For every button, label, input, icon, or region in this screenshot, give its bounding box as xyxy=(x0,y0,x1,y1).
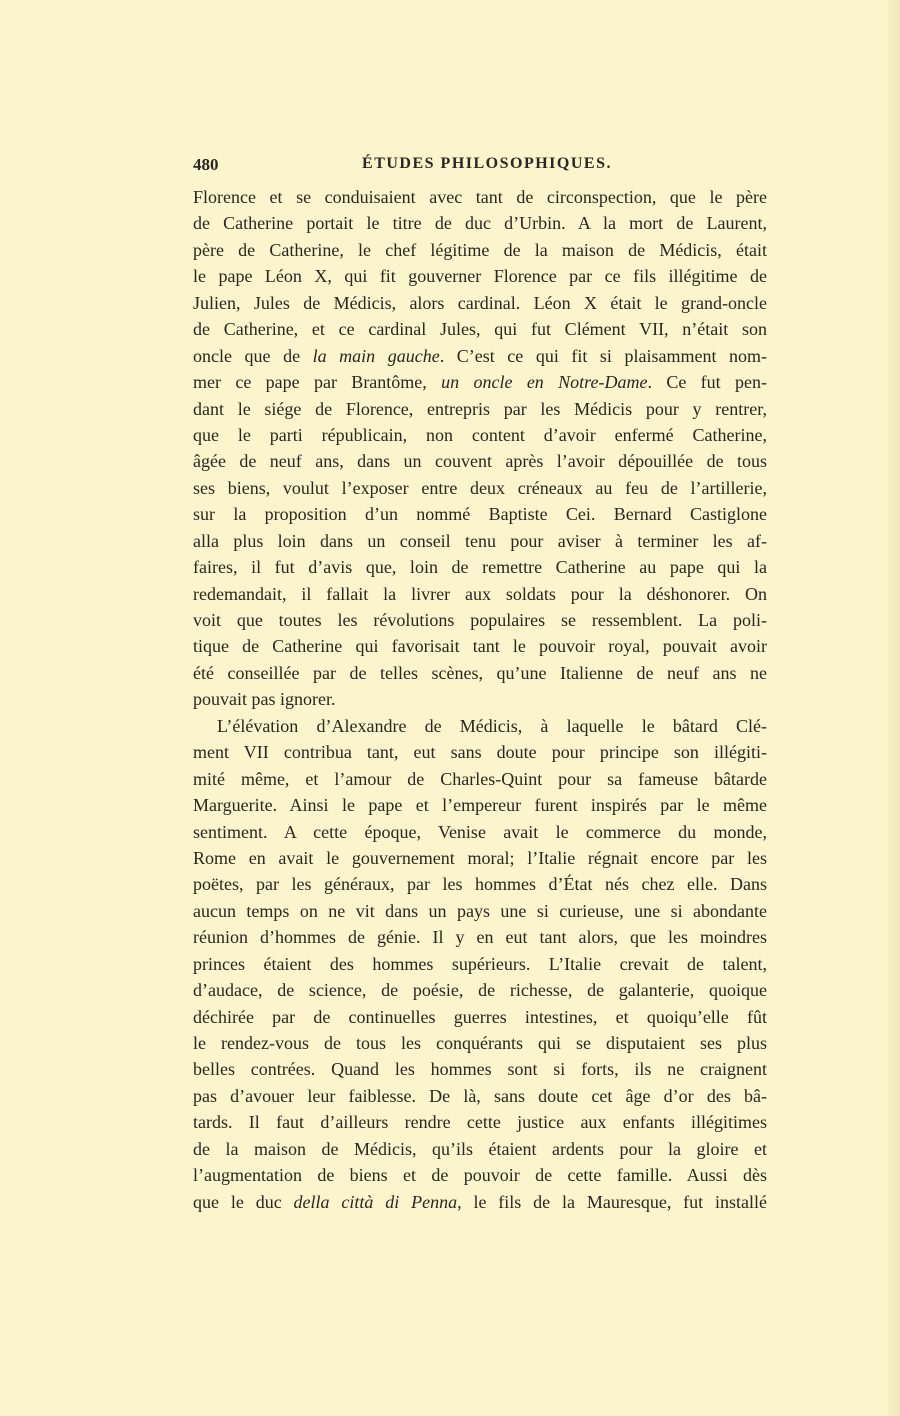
text-segment: de Catherine, et ce cardinal Jules, qui fut Clément VII, n’était son xyxy=(193,319,767,340)
text-line xyxy=(193,581,767,607)
text-line xyxy=(193,633,767,659)
text-segment: que le duc xyxy=(193,1191,294,1212)
text-segment: dant le siége de Florence, entrepris par les Médicis pour y rentrer, xyxy=(193,398,767,419)
text-line xyxy=(193,924,767,950)
text-segment: alla plus loin dans un conseil tenu pour aviser à terminer les af- xyxy=(193,530,767,551)
text-line xyxy=(193,528,767,554)
text-line xyxy=(193,951,767,977)
text-line xyxy=(193,1109,767,1135)
text-line xyxy=(193,1162,767,1188)
text-segment: belles contrées. Quand les hommes sont si forts, ils ne craignent xyxy=(193,1059,767,1080)
text-segment: , le fils de la Mauresque, fut installé xyxy=(457,1191,767,1212)
text-line xyxy=(193,422,767,448)
text-segment: père de Catherine, le chef légitime de la maison de Médicis, était xyxy=(193,239,767,260)
text-line xyxy=(193,1030,767,1056)
text-line xyxy=(193,237,767,263)
text-segment: faires, il fut d’avis que, loin de remettre Catherine au pape qui la xyxy=(193,557,767,578)
text-line xyxy=(193,1136,767,1162)
text-segment: poëtes, par les généraux, par les hommes d’État nés chez elle. Dans xyxy=(193,874,767,895)
text-segment: le pape Léon X, qui fit gouverner Florence par ce fils illégitime de xyxy=(193,266,767,287)
text-line xyxy=(193,1083,767,1109)
text-segment: déchirée par de continuelles guerres intestines, et quoiqu’elle fût xyxy=(193,1006,767,1027)
text-line xyxy=(193,713,767,739)
text-segment: Julien, Jules de Médicis, alors cardinal. Léon X était le grand-oncle xyxy=(193,292,767,313)
text-segment: pas d’avouer leur faiblesse. De là, sans doute cet âge d’or des bâ- xyxy=(193,1085,767,1106)
text-line xyxy=(193,448,767,474)
text-segment: sur la proposition d’un nommé Baptiste Cei. Bernard Castiglone xyxy=(193,504,767,525)
page-number: 480 xyxy=(193,155,219,174)
page-header xyxy=(193,155,767,179)
text-line xyxy=(193,316,767,342)
page-edge xyxy=(888,0,900,1416)
text-segment: Florence et se conduisaient avec tant de circonspection, que le père xyxy=(193,187,767,207)
text-segment: L’élévation d’Alexandre de Médicis, à laquelle le bâtard Clé- xyxy=(217,715,767,736)
text-line xyxy=(193,845,767,871)
text-line xyxy=(193,1189,767,1215)
text-segment: de Catherine portait le titre de duc d’Urbin. A la mort de Laurent, xyxy=(193,213,767,234)
text-segment: ses biens, voulut l’exposer entre deux créneaux au feu de l’artillerie, xyxy=(193,477,767,498)
text-line xyxy=(193,977,767,1003)
text-line xyxy=(193,660,767,686)
text-segment: réunion d’hommes de génie. Il y en eut tant alors, que les moindres xyxy=(193,927,767,948)
running-title: ÉTUDES PHILOSOPHIQUES. xyxy=(362,155,612,172)
text-segment: voit que toutes les révolutions populaires se ressemblent. La poli- xyxy=(193,610,767,630)
text-line xyxy=(193,819,767,845)
text-line xyxy=(193,396,767,422)
italic-text: la main gauche xyxy=(312,345,440,366)
text-line xyxy=(193,475,767,501)
text-line xyxy=(193,210,767,236)
text-line xyxy=(193,792,767,818)
text-line xyxy=(193,290,767,316)
text-segment: le rendez-vous de tous les conquérants qui se disputaient ses plus xyxy=(193,1033,767,1053)
text-line xyxy=(193,766,767,792)
text-line xyxy=(193,898,767,924)
italic-text: della città di Penna xyxy=(293,1191,458,1212)
text-line xyxy=(193,343,767,369)
italic-text: un oncle en Notre-Dame xyxy=(441,372,648,393)
text-line xyxy=(193,739,767,765)
text-segment: que le parti républicain, non content d’avoir enfermé Catherine, xyxy=(193,424,767,445)
text-segment: âgée de neuf ans, dans un couvent après l’avoir dépouillée de tous xyxy=(193,451,767,472)
text-segment: de la maison de Médicis, qu’ils étaient ardents pour la gloire et xyxy=(193,1138,767,1159)
text-line xyxy=(193,501,767,527)
text-segment: aucun temps on ne vit dans un pays une si curieuse, une si abondante xyxy=(193,900,767,921)
text-segment: mité même, et l’amour de Charles-Quint pour sa fameuse bâtarde xyxy=(193,768,767,789)
text-segment: . Ce fut pen- xyxy=(647,372,767,393)
text-segment: pouvait pas ignorer. xyxy=(193,689,336,710)
text-line xyxy=(193,607,767,633)
text-segment: princes étaient des hommes supérieurs. L’Italie crevait de talent, xyxy=(193,953,767,974)
text-line xyxy=(193,1004,767,1030)
text-segment: sentiment. A cette époque, Venise avait le commerce du monde, xyxy=(193,821,767,842)
text-segment: Rome en avait le gouvernement moral; l’Italie régnait encore par les xyxy=(193,847,767,868)
text-line xyxy=(193,871,767,897)
text-line xyxy=(193,1056,767,1082)
text-segment: mer ce pape par Brantôme, xyxy=(193,372,442,393)
text-segment: oncle que de xyxy=(193,345,313,366)
text-segment: l’augmentation de biens et de pouvoir de cette famille. Aussi dès xyxy=(193,1165,767,1186)
text-line xyxy=(193,184,767,210)
text-segment: d’audace, de science, de poésie, de richesse, de galanterie, quoique xyxy=(193,980,767,1001)
text-line xyxy=(193,554,767,580)
text-segment: Marguerite. Ainsi le pape et l’empereur furent inspirés par le même xyxy=(193,795,767,816)
body-text xyxy=(193,184,767,1215)
text-line xyxy=(193,263,767,289)
text-line xyxy=(193,369,767,395)
text-line xyxy=(193,686,767,712)
text-segment: été conseillée par de telles scènes, qu’une Italienne de neuf ans ne xyxy=(193,662,767,683)
text-segment: tique de Catherine qui favorisait tant le pouvoir royal, pouvait avoir xyxy=(193,636,767,657)
text-segment: . C’est ce qui fit si plaisamment nom- xyxy=(439,345,767,366)
text-segment: tards. Il faut d’ailleurs rendre cette justice aux enfants illégitimes xyxy=(193,1112,767,1133)
text-segment: ment VII contribua tant, eut sans doute pour principe son illégiti- xyxy=(193,742,767,763)
text-segment: redemandait, il fallait la livrer aux soldats pour la déshonorer. On xyxy=(193,583,767,604)
